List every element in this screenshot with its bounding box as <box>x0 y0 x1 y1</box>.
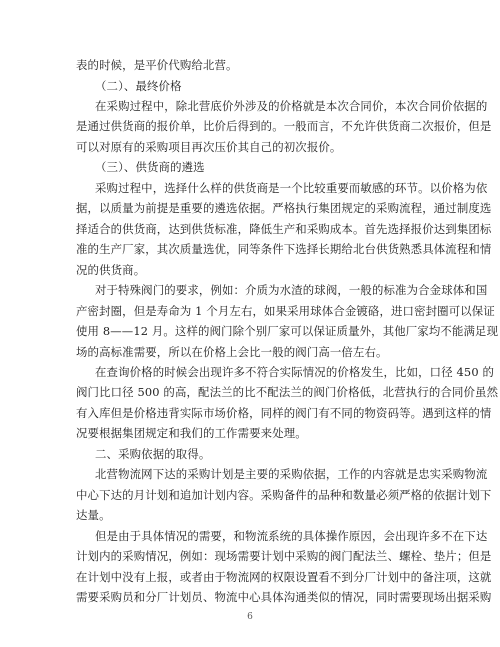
text-line: （二）、最终价格 <box>95 78 182 93</box>
text-line: 采购过程中，选择什么样的供货商是一个比较重要而敏感的环节。以价格为依 <box>95 180 488 195</box>
text-line: 可以对原有的采购项目再次压价其自己的初次报价。 <box>76 139 342 154</box>
text-line: 是通过供货商的报价单，比价后得到的。一般而言，不允许供货商二次报价，但是 <box>76 119 492 134</box>
text-line: 据，以质量为前提是重要的遴选依据。严格执行集团规定的采购流程，通过制度选 <box>76 201 492 216</box>
text-line: 况的供货商。 <box>76 262 146 277</box>
text-line: 但是由于具体情况的需要，和物流系统的具体操作原因，会出现许多不在下达 <box>95 528 488 543</box>
text-line: 在查询价格的时候会出现许多不符合实际情况的价格发生，比如，口径 450 的 <box>95 364 495 379</box>
text-line: 阀门比口径 500 的高，配法兰的比不配法兰的阀门价格低，北营执行的合同价虽然 <box>76 385 499 400</box>
text-line: 产密封圈，但是寿命为 1 个月左右，如果采用球体合金镀硌，进口密封圈可以保证 <box>76 303 495 318</box>
text-line: 达量。 <box>76 508 111 523</box>
text-line: 需要采购员和分厂计划员、物流中心具体沟通类似的情况，同时需要现场出据采购 <box>76 590 492 604</box>
text-line: 使用 8——12 月。这样的阀门除个别厂家可以保证质量外，其他厂家均不能满足现 <box>76 324 499 338</box>
text-line: 计划内的采购情况，例如：现场需要计划中采购的阀门配法兰、螺栓、垫片；但是 <box>76 549 492 564</box>
text-line: 表的时候，是平价代购给北营。 <box>76 58 238 72</box>
text-line: （三）、供货商的遴选 <box>95 160 205 175</box>
text-line: 对于特殊阀门的要求，例如：介质为水渣的球阀，一般的标准为合金球体和国 <box>95 283 488 298</box>
text-line: 况要根据集团规定和我们的工作需要来处理。 <box>76 426 307 441</box>
text-line: 北营物流网下达的采购计划是主要的采购依据，工作的内容就是忠实采购物流 <box>95 467 488 482</box>
text-line: 在计划中没有上报，或者由于物流网的权限设置看不到分厂计划中的备注项，这就 <box>76 569 492 584</box>
text-line: 中心下达的月计划和追加计划内容。采购备件的品种和数量必须严格的依据计划下 <box>76 487 492 502</box>
text-line: 二、采购依据的取得。 <box>95 446 211 461</box>
text-line: 在采购过程中，除北营底价外涉及的价格就是本次合同价，本次合同价依据的 <box>95 98 488 113</box>
text-line: 场的高标准需要，所以在价格上会比一般的阀门高一倍左右。 <box>76 344 388 359</box>
page-number: 6 <box>247 612 253 622</box>
text-line: 有入库但是价格违背实际市场价格，同样的阀门有不同的物资码等。遇到这样的情 <box>76 405 492 420</box>
text-line: 择适合的供货商，达到供货标准，降低生产和采购成本。首先选择报价达到集团标 <box>76 221 492 236</box>
text-line: 准的生产厂家，其次质量选优，同等条件下选择长期给北台供货熟悉具体流程和情 <box>76 242 492 257</box>
